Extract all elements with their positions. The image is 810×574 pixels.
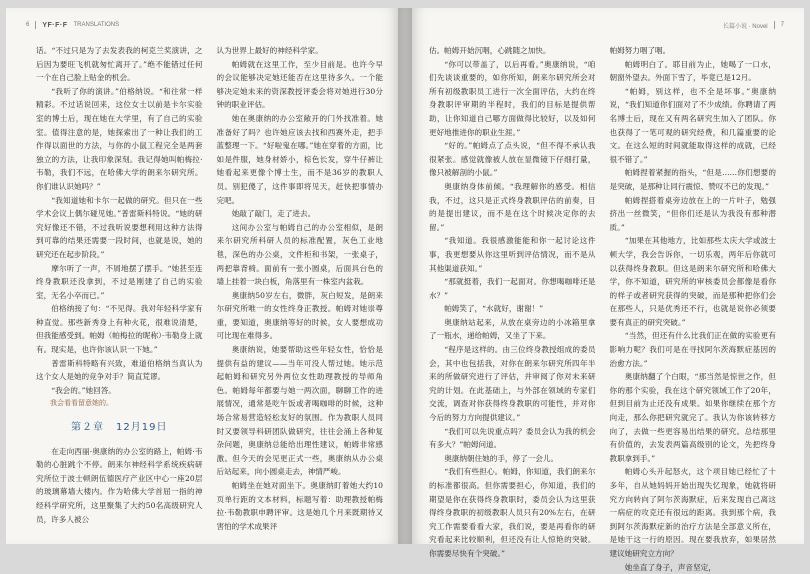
page-number: 7 — [780, 22, 784, 28]
right-page — [405, 8, 804, 572]
paragraph: “我知道。我很感激能能和你一起讨论这件事，我更想要从你这里听到评估情况，而不是从其他渠道获知。” — [429, 236, 596, 273]
paragraph: 估。帕姆开始沉咽，心跳随之加快。 — [429, 46, 551, 55]
paragraph: 伯格纳接了句：“不见得。我对年轻科学家有种直觉。那些新秀身上有种火花，很难说清楚，但我能感受到。帕姆（帕梅拉的昵称）·韦勒身上就有。现实是，也许你该认识一下她。” — [36, 304, 203, 355]
paragraph: “帕姆，别这样，也不全是坏事。”奥康纳说，“我们知道你们面对了不少成绩。你聘请了两名博士后，现在又有两名研究生加入了团队。你也获得了一笔可观的研究经费，和几篇重要的论文。在这么短的时间就能取得这样的成就，已经很不错了。” — [609, 86, 776, 164]
paragraph: 帕姆坐在她对面坐下。奥康纳盯着她大约10页单行距的文本材料，标题写着：助理教授帕梅拉·韦勒教职申聘评审。这是她几个月来既期待又害怕的学术成果评 — [216, 481, 383, 531]
right-page-header — [425, 18, 784, 32]
paragraph: 帕姆心头升起怒火，这个项目她已经忙了十多年，自从她妈妈开始出现失忆现象，她就将研究方向转向了阿尔茨海默症，后来发现自己离这一病症的攻克还有很远的距离。我到那个病，我到阿尔茨海默症新的治疗方法是全部意义所在，是她干这一行的原因。现在要我放弃，如果居然建议她研究立方向？ — [609, 467, 776, 558]
paragraph: “我会的。”她回答。 — [51, 385, 116, 395]
paragraph: “我们有些担心。帕姆，你知道，我们朗来尔的标准都很高。但你需要担心，你知道，我们的期望是你在获得终身教职时，委员会认为这里获得终身教职的初级教职人员只有20%左右，在研究工作需要看看大家，我们说，要是再看你的研究看起来比较顺利，但还没有让人惊艳的突破。你需要尽快有个突破。” — [429, 467, 596, 558]
paragraph: “程序是这样的。由三位终身教授组成的委员会，其中也包括我，对你在朗来尔研究所四年半来的所做研究进行了评估，并审阅了你对未来研究的计划。在此基础上，与外部在领域的专家们交流，调查对你获得终身教职的可能性，并对你今后的努力方向提供建议。” — [429, 345, 596, 423]
paragraph: 帕姆捏着紧握的指头，“但是……你们想要的是突破，是那种让同行震惊、赞叹不已的发现。” — [609, 168, 776, 191]
paragraph: 帕姆捏搭着桌旁边放在上的一片叶子，勉强挤出一丝微笑，“但你们还是认为我没有那种潜质。” — [609, 195, 776, 232]
paragraph: 奥康纳50岁左右，微胖，灰白短发，是朗来尔研究所唯一的女性终身正教授。帕姆对她崇尊重，要知道，奥康纳等好的时候，女人要想成功可比现在难得多。 — [216, 290, 383, 341]
paragraph: 她在奥康纳的办公室敞开的门外找准着。她准备好了吗？也许她应该去找和西赛外走，把手蓝整理一下。“好啦鬼在哪。”她在穿着的方面，比如是件服，她身材娇小，棕色长发，穿牛仔裤让她看起来更像个博士生，而不是36岁的教职人员。别犯傻了，这件事即将见天，赶快把事情办完吧。 — [216, 113, 383, 205]
paragraph: 帕姆笑了，“水就好，谢谢！” — [444, 304, 544, 314]
chapter-date: 12月19日 — [116, 422, 168, 434]
paragraph: 奥康纳朝住她的手，停了一会儿。 — [444, 453, 559, 463]
paragraph: “加果在其他地方，比如那些太庆大学或波士顿大学，我会告诉你，一切乐观，两年后你就可以获得终身教职。但这是朗来尔研究所和哈佛大学，你不知道，研究所的审核委员会都像是看你的样子或者研究获得的突破，而是那种把你们会在那些人，只是优秀还不行，也就是说你必须要要有真正的研究突破。” — [609, 236, 776, 327]
magazine-logo: YF·F·F — [42, 21, 68, 29]
right-page-columns — [429, 44, 776, 572]
paragraph: 摩尔听了一声，不屑地摆了摆手。“她甚至连终身教职还没拿到，不过是刚建了自己的实验室，无名小卒而已。” — [36, 263, 203, 300]
paragraph: 在走向西丽·奥康纳的办公室的路上，帕姆·韦勒的心脏跳个不停。朗来尔神经科学系统疾病研究所位于波士顿朗伍德医疗产业区中心一座20层的玻璃幕墙大楼内。作为哈佛大学首屈一指的神经科学研究所，这里聚集了大约50名高级研究人员，许多人被公 — [36, 446, 203, 524]
section-label: TRANSLATIONS — [73, 22, 120, 28]
paragraph: “我们可以先说重点吗？委员会认为我的机会有多大？”帕姆问道。 — [429, 426, 596, 450]
paragraph: 话。“不过只是为了去发表我的柯克兰奖演讲，之后因为要旺飞机就匆忙离开了。”绝不能错过任何一个在自己脸上贴金的机会。 — [36, 46, 203, 83]
chapter-label: 第２章 — [71, 422, 105, 434]
paragraph: “当然，但还有什么比我们正在做的实验更有影响力呢？我们可是在寻找阿尔茨海默症基因的治愈方法。” — [609, 331, 776, 368]
paragraph: “我知道她和卡尔一起做的研究。但只在一些学术会议上偶尔碰见她。”普雷斯科特说。“她的研究好像还不错，不过我听说要想利用这种方法得到可靠的结果还需要一段时间，也就是说，她的研究还在起步阶段。” — [36, 195, 203, 259]
paragraph: 这间办公室与帕姆自己的办公室相似，是朗来尔研究所科研人员的标准配置，灰色工业地毯，深色的办公桌，文件柜和书架，一张桌子，两把靠背椅。面前有一张小圆桌，后面具台色的墙上挂着一块白板，角落里有一株室内盆栽。 — [216, 222, 383, 287]
paragraph: 普雷斯科特略有兴致，难道伯格纳当真认为这个女人是她的竞争对手？简直荒谬。 — [36, 358, 203, 382]
paragraph: 奥康纳站起来，从放在桌旁边的小冰箱里拿了一瓶水，递给帕姆，又坐了下来。 — [429, 317, 596, 341]
paragraph: 她敲了敲门，走了进去。 — [231, 209, 316, 219]
paragraph: 奥康纳身体前倾。“我理解你的感受。相信我，不过，这只是正式终身教职评估的前奏，目的是提出建议，而不是在这个时候决定你的去留。” — [429, 181, 596, 232]
paragraph: “你可以带盖了，以后再看。”奥康纳说，“咱们先谈谈重要的，如你所知，朗来尔研究所会对所有初级教职员工进行一次全面评估，大约在终身教职评审期的半程时，我们的目标是提供帮助，让你知道自己哪方面做得比较好，以及如何更好地推进你的职业生涯。” — [429, 59, 596, 137]
left-column-2 — [216, 44, 384, 531]
left-page-header — [26, 18, 385, 32]
header-divider — [774, 21, 775, 29]
paragraph: “我听了你的演讲。”伯格纳说。“和往常一样精彩。不过话说回来，这位女士以前是卡尔实验室的博士后，现在她在大学里，有了自己的实验室。值得注意的是，她探索出了一种让我们的工作得以面世的方法，与你的小鼠工程完全是两套独立的方法，让我印象深刻。我记得她叫帕梅拉·韦勒，我们不远，在哈佛大学的朗来尔研究所。你们谁认识她吗？” — [36, 86, 203, 191]
section-label: 长篇小说 · Novel — [722, 23, 768, 30]
paragraph: “那就挺着，我们一起面对。你想喝咖啡还是水？” — [429, 277, 596, 300]
paragraph: 奥康纳说，她要帮助这些年轻女性，恰恰是提供有益的建议——当年可没人帮过她。她示范起帕姆和研究另外两位女性助理教授的导师角色。帕姆每年都要与她一两次面，聊聊工作的进展情况，通常是吃午饭或者喝咖啡的时候，这种场合常易营造轻松友好的氛围。作为教职人员同时又要领导科研团队做研究，往往会涌上各种复杂问题，奥康纳总能给出理性建议，帕姆非常感激。但今天的会见更正式一些，奥康纳从办公桌后站起来，向小圆桌走去，神情严峻。 — [216, 345, 383, 477]
left-page-columns — [36, 44, 383, 531]
paragraph: 帕姆明白了。耶目前为止，她喝了一口水，朝窗外望去。外面下雪了，毕竟已是12月。 — [609, 59, 776, 83]
paragraph: 认为世界上最好的神经科学家。 — [216, 46, 323, 55]
paragraph: 她坐直了身子，声音坚定， — [624, 562, 716, 572]
left-column-1 — [36, 44, 203, 528]
chapter-heading — [36, 421, 203, 435]
paragraph: “好的。”帕姆点了点头说，“但不得不承认我很紧张。感觉就像被人放在显微镜下仔细打量，像只被解剖的小鼠。” — [429, 141, 596, 178]
book-spine — [398, 8, 412, 544]
paragraph: 帕姆努力咽了咽。 — [609, 46, 671, 55]
paragraph: 奥康纳翻了个白眼，“那当然是惊世之作，但你的那个实验，我在这个研究领域工作了20年，但到目前为止还没有成果。如果你继续在那个方向走，那么你把研究就完了。我认为你该转移方向了，去做一些更容易出结果的研究。总结那里有价值的，去发表两篇高级别的论文，先把终身教职拿到手。” — [609, 372, 776, 463]
right-column-2 — [609, 44, 777, 572]
translator-note: 我会看看留意她的。 — [50, 399, 113, 408]
paragraph: 帕姆就在这里工作，至少目前是。也许今早的会议能够决定她还能否在这里待多久。一个能够决定她未来的资深教授评委会将对她进行30分钟的职业评估。 — [216, 59, 383, 110]
left-page — [6, 8, 405, 544]
page-number: 6 — [26, 22, 30, 28]
header-divider — [35, 21, 36, 29]
right-column-1 — [429, 44, 596, 558]
